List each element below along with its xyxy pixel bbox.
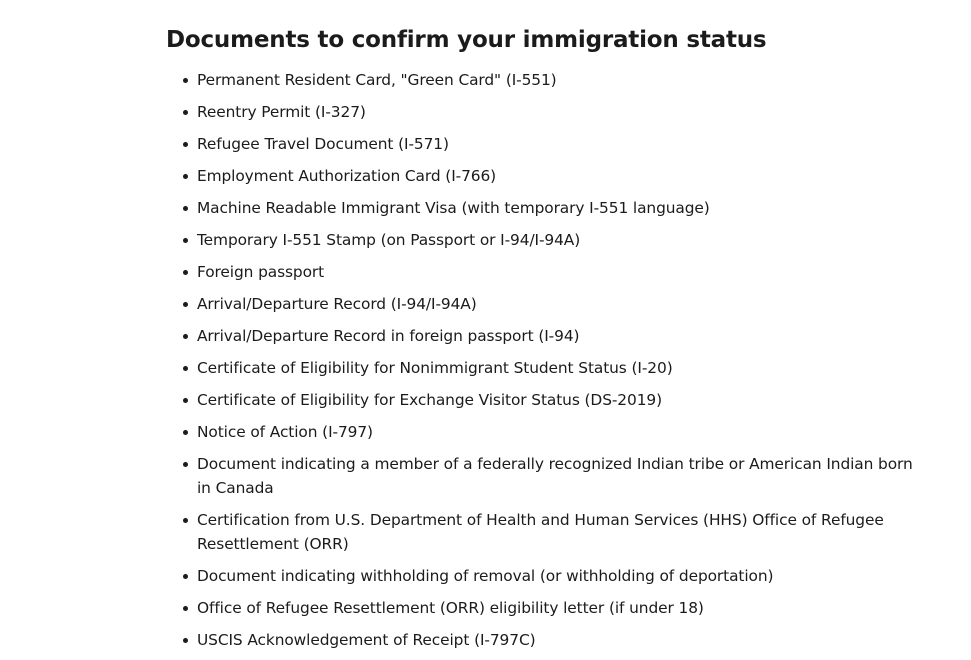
bullet-icon xyxy=(183,302,188,307)
list-item-text: Permanent Resident Card, "Green Card" (I-551) xyxy=(197,71,557,89)
list-item xyxy=(166,564,926,588)
section-heading: Documents to confirm your immigration status xyxy=(166,27,767,53)
list-item-text: Certification from U.S. Department of Health and Human Services (HHS) Office of Refugee Resettlement (ORR) xyxy=(197,511,884,553)
bullet-icon xyxy=(183,142,188,147)
list-item-text: Refugee Travel Document (I-571) xyxy=(197,135,449,153)
list-item-text: Certificate of Eligibility for Exchange Visitor Status (DS-2019) xyxy=(197,391,662,409)
list-item xyxy=(166,164,926,188)
list-item-text: Notice of Action (I-797) xyxy=(197,423,373,441)
list-item xyxy=(166,420,926,444)
list-item-text: Arrival/Departure Record (I-94/I-94A) xyxy=(197,295,477,313)
bullet-icon xyxy=(183,574,188,579)
list-item xyxy=(166,628,926,652)
list-item xyxy=(166,228,926,252)
list-item xyxy=(166,292,926,316)
list-item-text: Reentry Permit (I-327) xyxy=(197,103,366,121)
list-item-text: USCIS Acknowledgement of Receipt (I-797C) xyxy=(197,631,536,649)
list-item xyxy=(166,100,926,124)
bullet-icon xyxy=(183,174,188,179)
bullet-icon xyxy=(183,206,188,211)
bullet-icon xyxy=(183,606,188,611)
list-item xyxy=(166,260,926,284)
bullet-icon xyxy=(183,638,188,643)
documents-list xyxy=(166,68,926,652)
list-item-text: Foreign passport xyxy=(197,263,325,281)
documents-section xyxy=(166,24,926,660)
list-item-text: Document indicating withholding of removal (or withholding of deportation) xyxy=(197,567,774,585)
list-item-text: Employment Authorization Card (I-766) xyxy=(197,167,497,185)
list-item xyxy=(166,452,926,500)
bullet-icon xyxy=(183,238,188,243)
list-item xyxy=(166,132,926,156)
bullet-icon xyxy=(183,518,188,523)
bullet-icon xyxy=(183,366,188,371)
list-item-text: Office of Refugee Resettlement (ORR) eligibility letter (if under 18) xyxy=(197,599,704,617)
list-item xyxy=(166,196,926,220)
list-item xyxy=(166,508,926,556)
bullet-icon xyxy=(183,398,188,403)
list-item xyxy=(166,68,926,92)
bullet-icon xyxy=(183,110,188,115)
bullet-icon xyxy=(183,334,188,339)
list-item-text: Document indicating a member of a federally recognized Indian tribe or American Indian born in Canada xyxy=(197,455,913,497)
list-item-text: Arrival/Departure Record in foreign passport (I-94) xyxy=(197,327,580,345)
bullet-icon xyxy=(183,462,188,467)
list-item xyxy=(166,324,926,348)
bullet-icon xyxy=(183,78,188,83)
bullet-icon xyxy=(183,270,188,275)
list-item-text: Temporary I-551 Stamp (on Passport or I-94/I-94A) xyxy=(197,231,581,249)
list-item-text: Certificate of Eligibility for Nonimmigrant Student Status (I-20) xyxy=(197,359,673,377)
bullet-icon xyxy=(183,430,188,435)
list-item xyxy=(166,596,926,620)
list-item-text: Machine Readable Immigrant Visa (with temporary I-551 language) xyxy=(197,199,710,217)
list-item xyxy=(166,356,926,380)
list-item xyxy=(166,388,926,412)
